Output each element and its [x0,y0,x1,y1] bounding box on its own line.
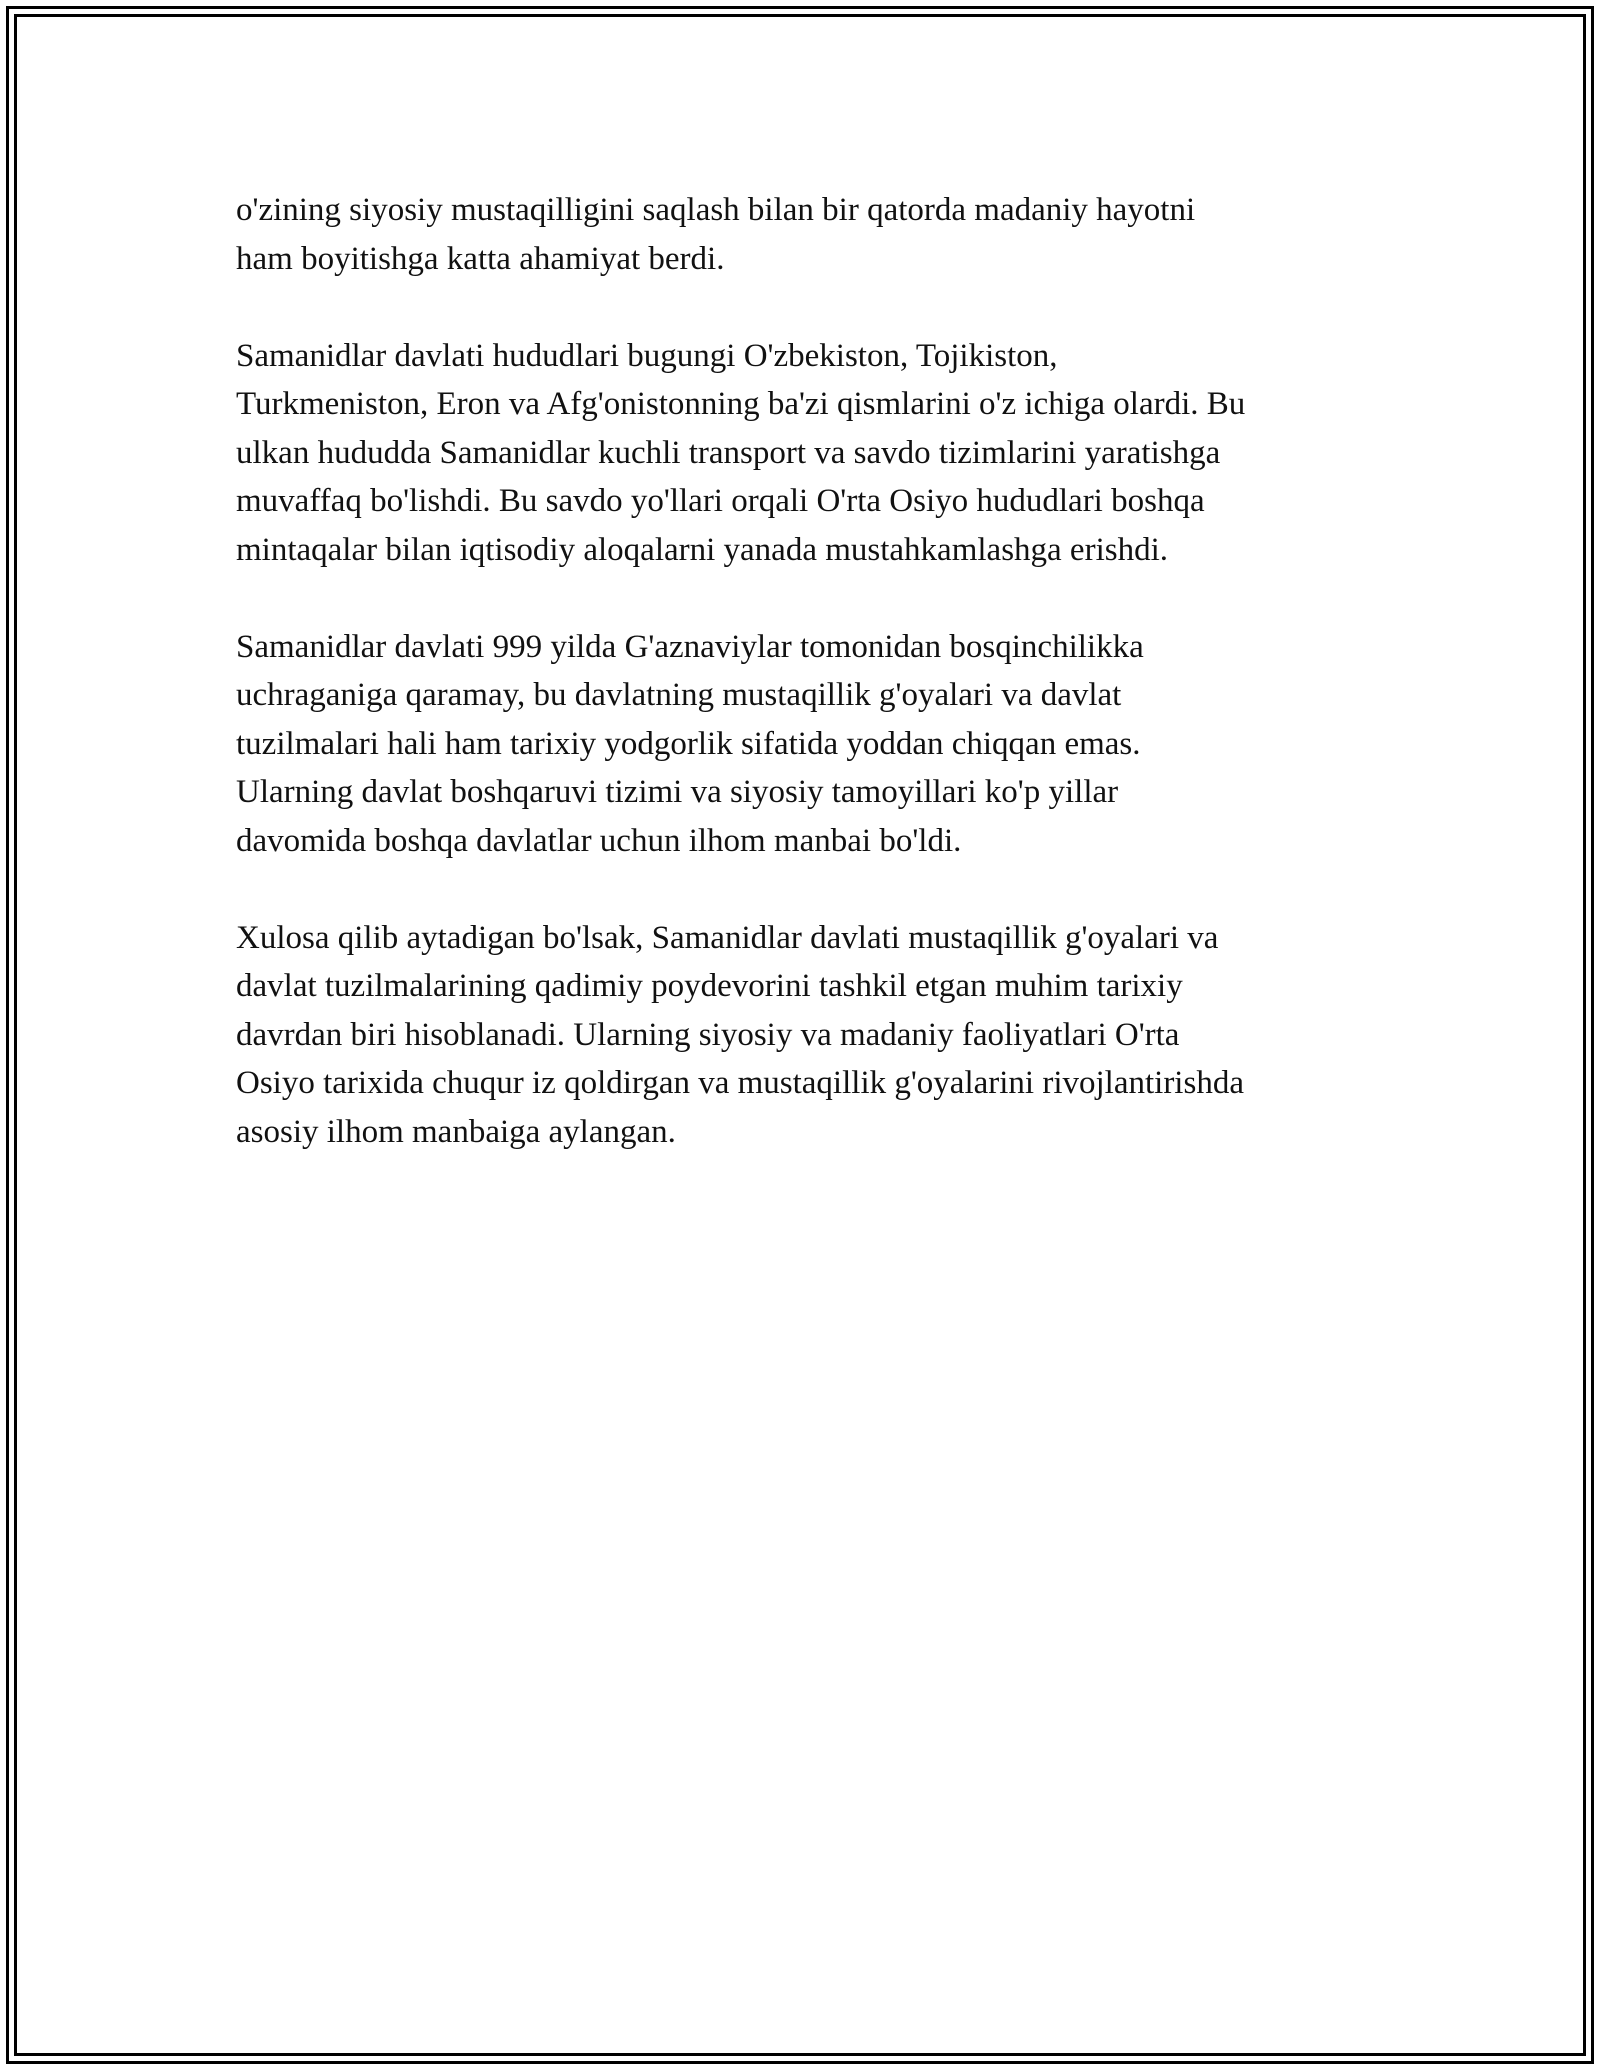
text-line: ulkan hududda Samanidlar kuchli transport va savdo tizimlarini yaratishga [236,434,1221,471]
text-line: tuzilmalari hali ham tarixiy yodgorlik sifatida yoddan chiqqan emas. [236,725,1141,762]
paragraph-2 [236,332,1366,575]
text-line: Osiyo tarixida chuqur iz qoldirgan va mustaqillik g'oyalarini rivojlantirishda [236,1065,1244,1101]
paragraph-3 [236,623,1366,866]
text-line: davomida boshqa davlatlar uchun ilhom manbai bo'ldi. [236,822,962,859]
text-line: davrdan biri hisoblanadi. Ularning siyosiy va madaniy faoliyatlari O'rta [236,1016,1180,1053]
text-line: Xulosa qilib aytadigan bo'lsak, Samanidlar davlati mustaqillik g'oyalari va [236,919,1219,956]
paragraph-1 [236,186,1366,283]
text-line: o'zining siyosiy mustaqilligini saqlash bilan bir qatorda madaniy hayotni [236,192,1196,228]
text-line: Samanidlar davlati 999 yilda G'aznaviylar tomonidan bosqinchilikka [236,628,1144,665]
document-body [236,186,1366,1205]
text-line: muvaffaq bo'lishdi. Bu savdo yo'llari orqali O'rta Osiyo hududlari boshqa [236,483,1205,519]
text-line: Samanidlar davlati hududlari bugungi O'zbekiston, Tojikiston, [236,337,1058,374]
text-line: Turkmeniston, Eron va Afg'onistonning ba'zi qismlarini o'z ichiga olardi. Bu [236,386,1246,422]
text-line: mintaqalar bilan iqtisodiy aloqalarni yanada mustahkamlashga erishdi. [236,531,1168,568]
paragraph-4 [236,914,1366,1157]
text-line: ham boyitishga katta ahamiyat berdi. [236,240,725,277]
text-line: uchraganiga qaramay, bu davlatning mustaqillik g'oyalari va davlat [236,677,1122,713]
text-line: Ularning davlat boshqaruvi tizimi va siyosiy tamoyillari ko'p yillar [236,774,1119,810]
text-line: davlat tuzilmalarining qadimiy poydevorini tashkil etgan muhim tarixiy [236,968,1183,1004]
text-line: asosiy ilhom manbaiga aylangan. [236,1113,676,1150]
